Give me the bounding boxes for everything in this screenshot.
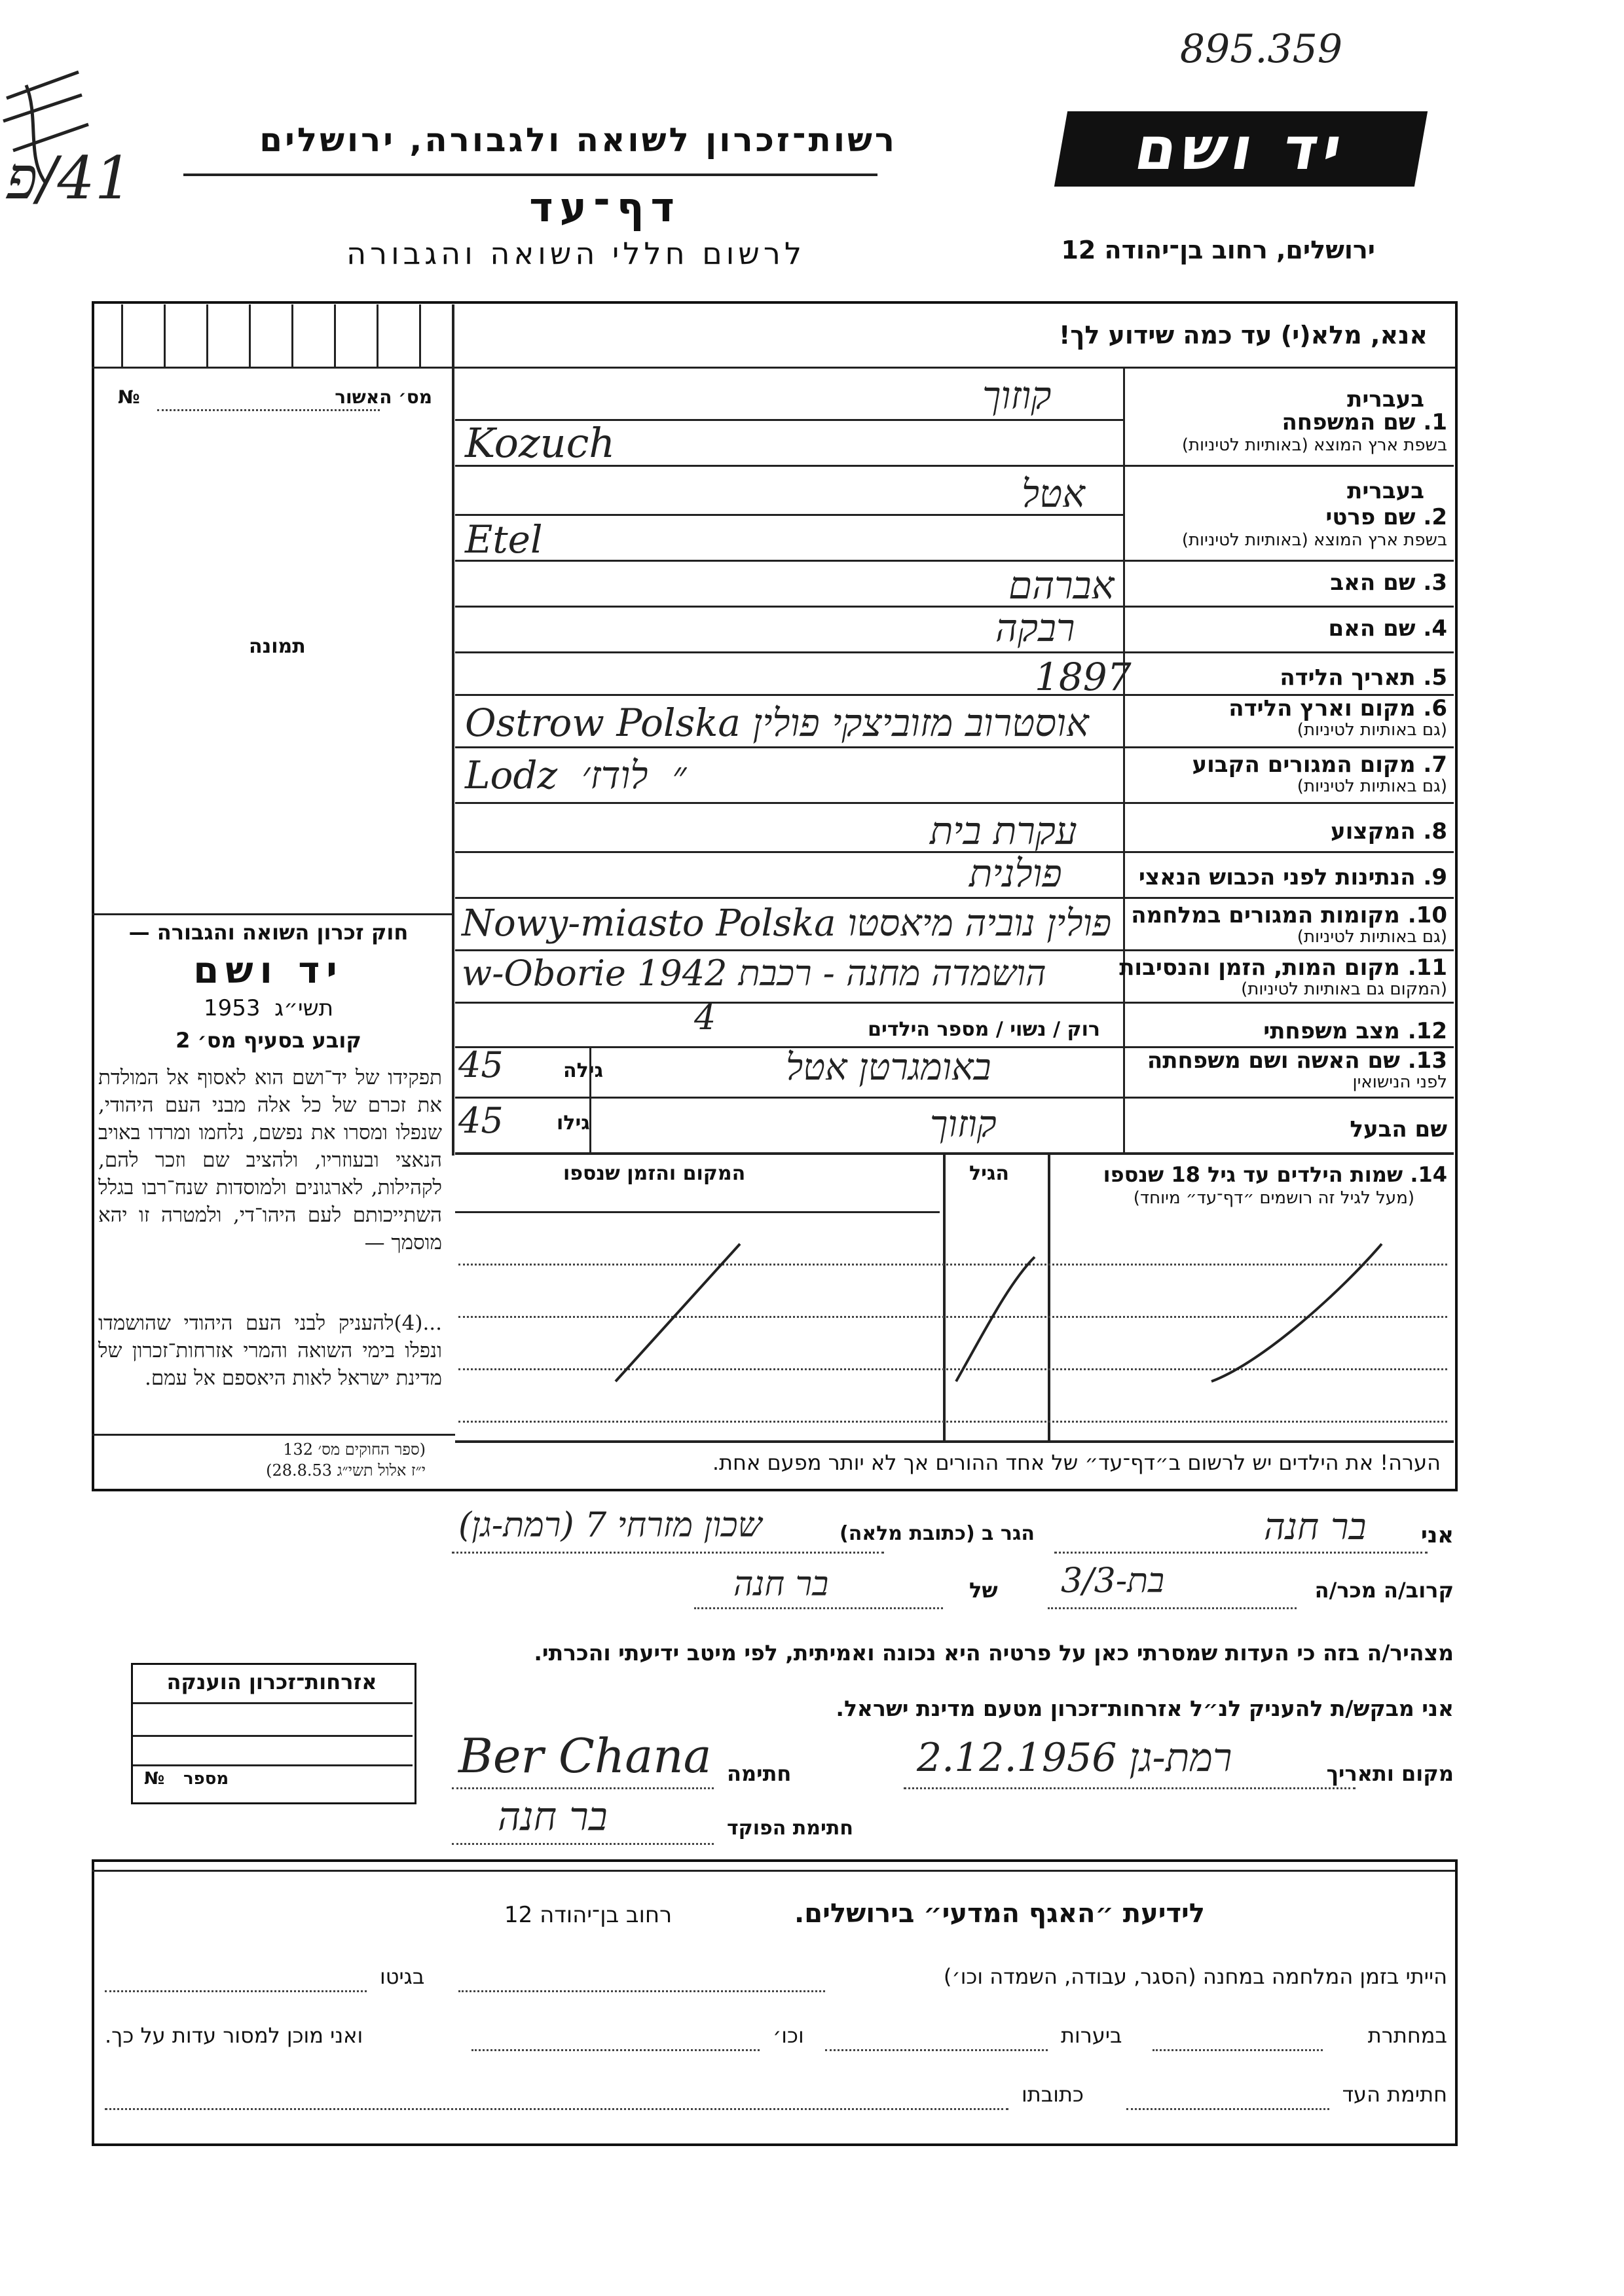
field-11-label-text: מקום המות, הזמן והנסיבות: [1119, 955, 1400, 981]
footer-etc: וכו׳: [773, 2023, 804, 2048]
field-12-value: 4: [694, 998, 716, 1038]
citizenship-no-mark: №: [144, 1769, 165, 1789]
law-title: חוק זכרון השואה והגבורה —: [128, 920, 409, 945]
law-text: תפקידו של יד־ושם הוא לאסוף אל המולדת את זכרם של כל אלה מבני העם היהודי, שנפלו ומסרו את נפשם, נלחמו ומרדו באויב הנאצי ובעוזריו, ולהציב שם וזכר להם, לקהילות, לארגונים ולמוסדות שנח־רבו בגלל השתייכותם לעם היהו־די, ולמטרה זו יהא מוסמך —: [98, 1066, 442, 1254]
law-text-2: ...(4)להעניק לבני העם היהודי שהושמדו ונפלו בימי השואה והמרי אזרחות־זכרון של מדינת ישראל לאות היאספם אל עמם.: [98, 1311, 442, 1390]
field-10-label-text: מקומות המגורים במלחמה: [1131, 902, 1400, 928]
place-date-value: רמת-גן 2.12.1956: [917, 1735, 1232, 1781]
field-10-value: Nowy-miasto Polska פולין נוביה מיאסטו: [462, 902, 1112, 945]
footer-line-2-end: ואני מוכן למסור עדות על כך.: [105, 2023, 363, 2048]
footer-line-1-end: בגיטו: [380, 1964, 425, 1989]
field-5-num: 5.: [1423, 665, 1447, 691]
law-name: יד ושם: [193, 949, 344, 992]
place-date-label: מקום ותאריך: [1326, 1761, 1454, 1786]
footer-ghetto-blank: [105, 1990, 367, 1992]
children-sub: (מעל לגיל זה רושמים ״דף־עד״ מיוחד): [1133, 1188, 1414, 1208]
field-3-label-text: שם האב: [1330, 570, 1416, 596]
field-1-value-latin: Kozuch: [465, 419, 616, 467]
law-bottom-rule: [92, 1434, 455, 1436]
law-year: 1953: [203, 995, 261, 1021]
citizenship-rule-3: [133, 1764, 413, 1766]
footer-etc-blank: [471, 2049, 760, 2051]
footer-underground: במחתרת: [1367, 2023, 1447, 2048]
husband-value: קוזוך: [930, 1103, 997, 1146]
field-3-value: אברהם: [1008, 563, 1115, 608]
footer-underground-blank: [1153, 2049, 1323, 2051]
field-9-num: 9.: [1423, 864, 1447, 890]
field-7-num: 7.: [1423, 752, 1447, 778]
footer-box: [92, 1859, 1458, 2146]
field-8-label-text: המקצוע: [1331, 818, 1416, 845]
field-12-num: 12.: [1407, 1018, 1447, 1044]
footer-witness-address: כתובתו: [1022, 2082, 1084, 2107]
law-clause: קובע בסעיף מס׳ 2: [175, 1028, 361, 1053]
corner-code: 41/פ: [7, 144, 133, 213]
age-wife-label: גילה: [563, 1059, 603, 1082]
logo-text: יד ושם: [1130, 115, 1352, 183]
age-husband-label: גילו: [557, 1112, 590, 1135]
field-13-value: באומגרטן אטל: [786, 1046, 991, 1089]
footer-witness-address-blank: [105, 2108, 1008, 2110]
age-wife-value: 45: [458, 1044, 504, 1085]
field-13-label-text: שם האשה ושם משפחתה: [1147, 1048, 1400, 1074]
citizenship-title: אזרחות־זכרון הוענקה: [166, 1669, 377, 1694]
footer-address: רחוב בן־יהודה 12: [504, 1902, 673, 1928]
field-2-heb-tag: בעברית: [1347, 478, 1424, 504]
resident-label: הגר ב (כתובת מלאה): [839, 1522, 1035, 1545]
field-1-value-he: קוזוך: [982, 373, 1052, 418]
declarant-line: [1054, 1552, 1428, 1554]
field-13-sub: לפני הנישואין: [1352, 1072, 1447, 1092]
approval-no-label: מס׳ האשור: [335, 386, 432, 408]
field-4-num: 4.: [1423, 615, 1447, 642]
field-10-sub: (גם באותיות לטיניות): [1297, 927, 1447, 947]
relation-value: בת-3/3: [1061, 1561, 1165, 1601]
field-10-num: 10.: [1407, 902, 1447, 928]
law-year-he: תשי״ג: [274, 995, 334, 1021]
form-name: דף־עד: [529, 183, 681, 231]
signature-label: חתימה: [727, 1761, 792, 1786]
field-6-sub: (גם באותיות לטיניות): [1297, 720, 1447, 740]
signature-line: [452, 1787, 714, 1789]
official-signature-line: [452, 1843, 714, 1845]
declaration-statement: מצהיר/ה בזה כי העדות שמסרתי כאן על פרטיה היא נכונה ואמיתית, לפי מיטב ידיעתי והכרתי.: [534, 1640, 1454, 1666]
field-9-value: פולנית: [969, 851, 1062, 896]
field-3-num: 3.: [1423, 570, 1447, 596]
citizenship-rule-1: [133, 1702, 413, 1704]
law-source-date: י״ז אלול תשי״ג 28.8.53): [266, 1461, 426, 1480]
children-bottom-rule: [455, 1440, 1454, 1443]
instruction-text: אנא, מלא(י) עד כמה שידוע לך!: [1059, 321, 1428, 350]
children-label-text: שמות הילדים עד גיל 18 שנספו: [1103, 1162, 1403, 1187]
of-value: בר חנה: [733, 1565, 829, 1604]
declaration-i-label: אני: [1420, 1522, 1454, 1548]
field-11-value: w-Oborie 1942 הושמדה מחנה - רכבת: [462, 953, 1046, 994]
signature-value: Ber Chana: [458, 1728, 712, 1783]
field-2-value-he: אטל: [1022, 471, 1085, 516]
field-11-sub: (המקום גם באותיות לטיניות): [1241, 979, 1447, 999]
law-source: (ספר החוקים מס׳ 132: [283, 1440, 426, 1459]
place-date-line: [904, 1787, 1356, 1789]
field-4-label-text: שם האם: [1328, 615, 1416, 642]
relation-line: [1048, 1607, 1297, 1609]
field-13-num: 13.: [1407, 1048, 1447, 1074]
footer-line-1-blank: [458, 1990, 825, 1992]
archive-number: 895.359: [1179, 26, 1342, 72]
children-num: 14.: [1410, 1162, 1447, 1187]
field-1-heb-tag: בעברית: [1347, 386, 1424, 412]
field-12-label-text: מצב משפחתי: [1263, 1018, 1400, 1044]
official-signature-label: חתימת הפוקד: [727, 1817, 853, 1840]
field-2-label-text: שם פרטי: [1325, 504, 1416, 530]
approval-no-mark: №: [118, 386, 140, 408]
field-9-label-text: הנתינות לפני הכבוש הנאצי: [1138, 864, 1416, 890]
field-1-sub: בשפת ארץ המוצא (באותיות לטיניות): [1181, 435, 1447, 455]
age-husband-value: 45: [458, 1100, 504, 1141]
family-status-options: רוק / נשוי / מספר הילדים: [868, 1018, 1100, 1041]
field-8-value: עקרת בית: [930, 809, 1077, 853]
official-signature-value: בר חנה: [498, 1794, 608, 1840]
field-4-value: רבקה: [995, 606, 1075, 650]
field-7-label-text: מקום המגורים הקבוע: [1192, 752, 1416, 778]
footer-forests: ביערות: [1061, 2023, 1122, 2048]
declaration-request: אני מבקש/ת להעניק לנ״ל אזרחות־זכרון מטעם מדינת ישראל.: [836, 1696, 1454, 1721]
header-address: ירושלים, רחוב בן־יהודה 12: [1061, 236, 1375, 264]
declarant-address: שכון מזרחי 7 (רמת-גן): [458, 1506, 762, 1545]
children-place-header: המקום והזמן שנספו: [563, 1162, 746, 1185]
field-1-num: 1.: [1423, 409, 1447, 435]
law-year-line: [98, 995, 439, 1021]
footer-title: לידיעת ״האגף המדעי״ בירושלים.: [794, 1899, 1205, 1929]
photo-label: תמונה: [249, 635, 306, 658]
footer-line-1: הייתי בזמן המלחמה במחנה (הסגר, עבודה, השמדה וכו׳): [943, 1964, 1447, 1989]
of-line: [694, 1607, 943, 1609]
field-5-label-text: תאריך הלידה: [1280, 665, 1416, 691]
field-2-value-latin: Etel: [465, 517, 543, 562]
field-7-sub: (גם באותיות לטיניות): [1297, 776, 1447, 796]
address-line: [452, 1552, 884, 1554]
of-label: של: [969, 1578, 998, 1603]
form-purpose: לרשום חללי השואה והגבורה: [346, 236, 805, 271]
field-5-value: 1897: [1035, 655, 1132, 699]
footer-witness-sig: חתימת העד: [1342, 2082, 1447, 2107]
field-8-num: 8.: [1423, 818, 1447, 845]
children-note: הערה! את הילדים יש לרשום ב״דף־עד״ של אחד ההורים אך לא יותר מפעם אחת.: [712, 1450, 1441, 1475]
field-6-label-text: מקום וארץ הלידה: [1228, 695, 1416, 721]
declarant-name: בר חנה: [1264, 1506, 1367, 1548]
footer-inner-rule: [92, 1870, 1455, 1872]
field-6-value: Ostrow Polska אוסטרוב מזוביצקי פולין: [465, 701, 1089, 745]
field-6-num: 6.: [1423, 695, 1447, 721]
field-7-value: Lodz ״ לודז׳: [465, 753, 687, 797]
field-2-num: 2.: [1423, 504, 1447, 530]
authority-title: רשות־זכרון לשואה ולגבורה, ירושלים: [259, 121, 897, 159]
footer-forests-blank: [825, 2049, 1048, 2051]
field-11-num: 11.: [1407, 955, 1447, 981]
relative-label: קרוב/ה מכר/ה: [1314, 1578, 1454, 1603]
footer-witness-sig-blank: [1126, 2108, 1329, 2110]
field-2-sub: בשפת ארץ המוצא (באותיות לטיניות): [1181, 530, 1447, 550]
citizenship-number-label: מספר: [183, 1769, 229, 1789]
field-1-label-text: שם המשפחה: [1282, 409, 1416, 435]
citizenship-rule-2: [133, 1735, 413, 1737]
children-age-header: הגיל: [969, 1162, 1009, 1185]
husband-label: שם הבעל: [1350, 1116, 1447, 1142]
